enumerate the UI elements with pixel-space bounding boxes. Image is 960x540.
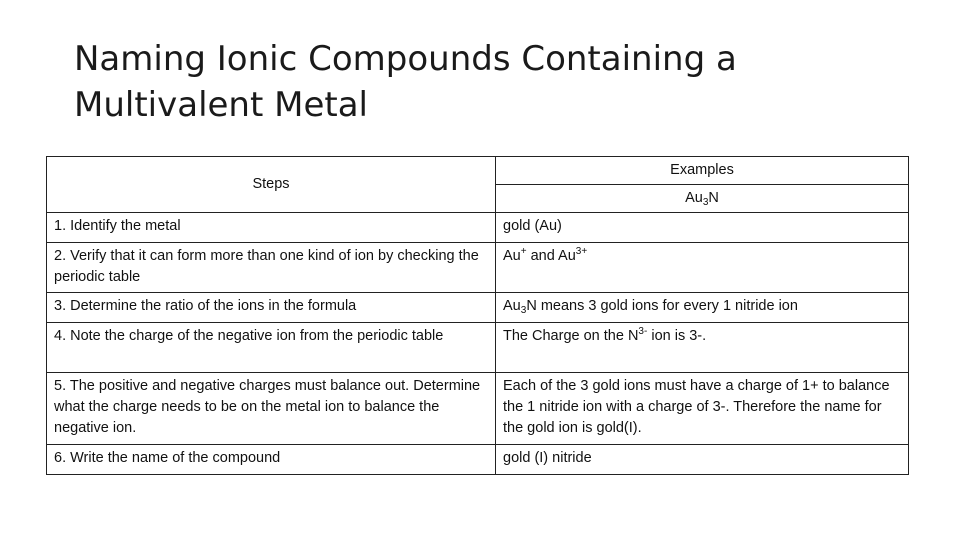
charge-superscript: + bbox=[520, 246, 527, 257]
slide-title-line2: Multivalent Metal bbox=[74, 85, 368, 125]
example-text: Au bbox=[503, 248, 521, 264]
compound-subscript: 3 bbox=[702, 197, 709, 208]
example-text: ion is 3-. bbox=[647, 328, 707, 344]
compound-symbol: Au bbox=[685, 190, 703, 206]
formula-subscript: 3 bbox=[520, 305, 527, 316]
steps-examples-table bbox=[46, 156, 909, 475]
charge-superscript: 3- bbox=[638, 326, 648, 337]
table-row bbox=[47, 213, 909, 243]
example-text: The Charge on the N bbox=[503, 328, 639, 344]
example-cell bbox=[496, 323, 909, 373]
slide-title-line1: Naming Ionic Compounds Containing a bbox=[74, 39, 737, 79]
example-cell: gold (I) nitride bbox=[496, 445, 909, 475]
example-cell: Each of the 3 gold ions must have a charge of 1+ to balance the 1 nitride ion with a charge of 3-. Therefore the name for the gold ion is gold(I). bbox=[496, 373, 909, 445]
table-row bbox=[47, 293, 909, 323]
example-cell bbox=[496, 243, 909, 293]
header-examples: Examples bbox=[496, 157, 909, 185]
step-cell: 1. Identify the metal bbox=[47, 213, 496, 243]
compound-tail: N bbox=[708, 190, 719, 206]
example-cell bbox=[496, 293, 909, 323]
table-row bbox=[47, 243, 909, 293]
table-row bbox=[47, 323, 909, 373]
example-text: N means 3 gold ions for every 1 nitride ion bbox=[526, 298, 798, 314]
step-cell: 3. Determine the ratio of the ions in the formula bbox=[47, 293, 496, 323]
step-cell: 4. Note the charge of the negative ion from the periodic table bbox=[47, 323, 496, 373]
header-steps: Steps bbox=[47, 157, 496, 213]
slide-title bbox=[74, 36, 894, 128]
table-row bbox=[47, 373, 909, 445]
step-cell: 2. Verify that it can form more than one kind of ion by checking the periodic table bbox=[47, 243, 496, 293]
table-row bbox=[47, 445, 909, 475]
example-text: and Au bbox=[526, 248, 576, 264]
step-cell: 6. Write the name of the compound bbox=[47, 445, 496, 475]
example-cell: gold (Au) bbox=[496, 213, 909, 243]
header-example-compound bbox=[496, 185, 909, 213]
example-text: Au bbox=[503, 298, 521, 314]
step-cell: 5. The positive and negative charges must balance out. Determine what the charge needs to be on the metal ion to balance the negative ion. bbox=[47, 373, 496, 445]
charge-superscript: 3+ bbox=[575, 246, 588, 257]
